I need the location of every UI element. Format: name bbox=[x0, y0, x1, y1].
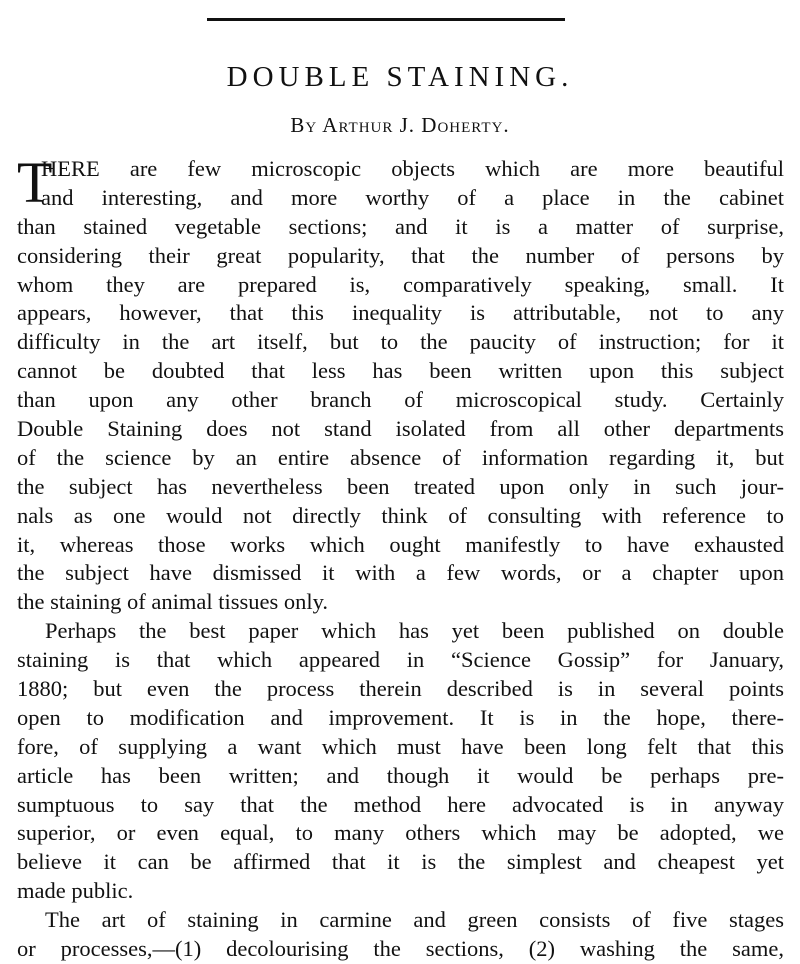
text-line: staining is that which appeared in “Science Gossip” for January, bbox=[17, 647, 784, 673]
text-line: The art of staining in carmine and green consists of five stages bbox=[45, 907, 784, 933]
text-line: article has been written; and though it would be perhaps pre- bbox=[17, 762, 784, 788]
text-line: made public. bbox=[17, 878, 134, 904]
text-line: appears, however, that this inequality is attributable, not to any bbox=[17, 300, 784, 326]
text-line: cannot be doubted that less has been written upon this subject bbox=[17, 358, 784, 384]
text-line: nals as one would not directly think of consulting with reference to bbox=[17, 502, 784, 528]
text-line: fore, of supplying a want which must have been long felt that this bbox=[17, 733, 784, 759]
text-line: Double Staining does not stand isolated from all other departments bbox=[17, 416, 784, 442]
article-body bbox=[17, 150, 784, 964]
drop-cap: T bbox=[17, 150, 53, 215]
text-line: or processes,—(1) decolourising the sections, (2) washing the same, bbox=[17, 936, 784, 962]
text-line: open to modification and improvement. It is in the hope, there- bbox=[17, 704, 784, 730]
text-line: the staining of animal tissues only. bbox=[17, 589, 329, 615]
byline-author: Arthur J. Doherty. bbox=[322, 113, 510, 137]
text-line: and interesting, and more worthy of a place in the cabinet bbox=[41, 184, 784, 210]
text-line: HERE are few microscopic objects which are more beautiful bbox=[41, 156, 784, 181]
text-line: sumptuous to say that the method here advocated is in anyway bbox=[17, 791, 784, 817]
text-line: difficulty in the art itself, but to the paucity of instruction; for it bbox=[17, 329, 784, 355]
text-line: superior, or even equal, to many others which may be adopted, we bbox=[17, 820, 784, 846]
text-line: of the science by an entire absence of information regarding it, but bbox=[17, 444, 784, 470]
text-line: considering their great popularity, that the number of persons by bbox=[17, 242, 784, 268]
text-line: Perhaps the best paper which has yet been published on double bbox=[45, 618, 784, 644]
text-line: the subject have dismissed it with a few words, or a chapter upon bbox=[17, 560, 784, 586]
text-line: the subject has nevertheless been treated upon only in such jour- bbox=[17, 473, 784, 499]
text-line: believe it can be affirmed that it is the simplest and cheapest yet bbox=[17, 849, 784, 875]
text-line: than upon any other branch of microscopical study. Certainly bbox=[17, 387, 784, 413]
text-line: it, whereas those works which ought manifestly to have exhausted bbox=[17, 531, 784, 557]
text-line: 1880; but even the process therein described is in several points bbox=[17, 676, 784, 702]
text-line: than stained vegetable sections; and it is a matter of surprise, bbox=[17, 213, 784, 239]
text-line: whom they are prepared is, comparatively speaking, small. It bbox=[17, 271, 784, 297]
header-rule bbox=[207, 18, 565, 21]
byline-prefix: By bbox=[290, 113, 323, 137]
article-title: DOUBLE STAINING. bbox=[226, 61, 574, 93]
article-byline bbox=[0, 112, 800, 138]
